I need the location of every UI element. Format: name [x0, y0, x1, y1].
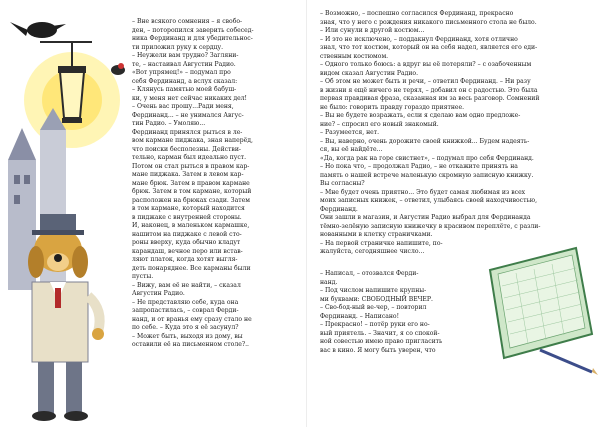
text-line: – Не представляю себе, куда она	[132, 298, 239, 306]
crow	[27, 22, 57, 38]
hat	[40, 214, 76, 232]
text-line: ти приложил руку к сердцу.	[132, 43, 224, 51]
text-line: ся, вы её найдёте...	[320, 146, 383, 153]
text-line: не было: говорить правду гораздо приятнее.	[320, 103, 465, 111]
text-line: брюк. Затем в том кармане, который	[132, 188, 252, 195]
text-line: в жизни я ещё ничего не терял, – добавил он с радостью. Это была	[320, 86, 538, 94]
text-line: – Или сунули в другой костюм...	[320, 27, 425, 34]
text-line: Они зашли в магазин, и Августин Радио выбрал для Фердинанда	[320, 214, 531, 221]
text-line: – Вне всякого сомнения – я свобо-	[132, 18, 243, 25]
text-line: ственным костюмом.	[320, 52, 389, 60]
text-line: тёмно-зелёную записную книжечку в красивом переплёте, с разли-	[320, 222, 541, 230]
text-line: ден, – поторопился заверить собесед-	[132, 26, 254, 34]
text-line: – Возможно, – поспешно согласился Фердинанд, прекрасно	[320, 10, 514, 17]
text-line: вый приятель. – Значит, я со спокой-	[320, 329, 440, 337]
text-line: – Но пока что, – продолжал Радио, – не откажите принять на	[320, 163, 518, 170]
text-line: – Прекрасно! – потёр руки его но-	[320, 321, 430, 328]
right-text-column	[320, 10, 585, 257]
text-line: себя Фердинанд, а вслух сказал:	[132, 77, 238, 85]
pencil	[540, 350, 592, 372]
text-line: – Под числом напишите крупны-	[320, 287, 427, 294]
text-line: вас в кино. Я могу быть уверен, что	[320, 346, 436, 354]
text-line: расположен на брюках сзади. Затем	[132, 196, 250, 204]
text-line: Фердинанд... – не унимался Авгус-	[132, 111, 244, 119]
text-line: ляют платок, когда хотят выгля-	[132, 256, 238, 263]
illustration-notebook	[480, 230, 600, 380]
text-line: мане брюк. Затем в правом кармане	[132, 179, 250, 187]
text-line: ника Фердинанд и для убедительнос-	[132, 35, 253, 42]
text-line: нованными в клетку страничками.	[320, 231, 433, 238]
text-line: – Разумеется, нет.	[320, 129, 380, 136]
left-text-column	[132, 18, 297, 350]
text-line: – Вы, наверно, очень дорожите своей книжкой... Будем надеять-	[320, 137, 530, 145]
text-line: Потом он стал рыться в правом кар-	[132, 162, 250, 170]
house-roof	[8, 128, 36, 160]
text-line: жалуйста, сегодняшнее число...	[320, 248, 425, 255]
text-line: роны вверху, куда обычно кладут	[132, 239, 241, 246]
street-lamp	[60, 72, 84, 118]
text-line: Фердинанд.	[320, 205, 358, 213]
text-line: нанд.	[320, 278, 338, 286]
text-line: – Сво-бод-ный ве-чер, – повторил	[320, 304, 427, 311]
text-line: И, наконец, в маленьком кармашке,	[132, 222, 250, 229]
text-line: нашитом на пиджаке с левой сто-	[132, 230, 242, 238]
text-line: Фердинанд. – Написано!	[320, 312, 400, 320]
text-line: – Одного только боюсь: а вдруг вы её потеряли? – с озабоченным	[320, 61, 532, 68]
text-line: – И это не исключено, – поддакнул Фердинанд, хотя отлично	[320, 35, 518, 43]
text-line: по себе. – Куда это я её засунул?	[132, 324, 239, 331]
text-line: нанд, и от вранья ему сразу стало не	[132, 315, 252, 323]
text-line: видом сказал Августин Радио.	[320, 69, 419, 77]
text-line: зная, что у него с рождения никакого письменного стола не было.	[320, 18, 537, 26]
text-line: – Мне будет очень приятно... Это будет самая любимая из всех	[320, 188, 526, 196]
right-text-column-bottom	[320, 270, 470, 355]
text-line: «Вот упрямец!» – подумал про	[132, 69, 231, 76]
text-line: те, – настаивал Августин Радио.	[132, 60, 236, 68]
text-line: первая правдивая фраза, сказанная им за весь разговор. Сомнений	[320, 95, 540, 102]
text-line: память о нашей встрече маленькую скромную записную книжку.	[320, 171, 534, 179]
illustration-dog-lamp	[0, 0, 132, 427]
text-line: тин Радио. – Умоляю...	[132, 120, 206, 127]
text-line: Августин Радио.	[132, 290, 185, 297]
text-line: карандаш, вечное перо или встав-	[132, 247, 243, 255]
text-line: «Да, когда рак на горе свистнет», – подумал про себя Фердинанд.	[320, 154, 534, 162]
text-line: оставили её на письменном столе?..	[132, 341, 249, 348]
text-line: моих записных книжек, – ответил, улыбаясь своей находчивостью,	[320, 197, 538, 204]
text-line: – Об этом не может быть и речи, – ответил Фердинанд. – Ни разу	[320, 78, 531, 85]
text-line: – Может быть, выходя из дому, вы	[132, 332, 243, 340]
text-line: – Неужели вам трудно? Загляни-	[132, 52, 239, 59]
text-line: – Вы не будете возражать, если я сделаю вам одно предложе-	[320, 112, 521, 119]
text-line: в пиджаке с внутренней стороны.	[132, 213, 242, 221]
text-line: пусты.	[132, 273, 154, 280]
text-line: – Клянусь памятью моей бабуш-	[132, 86, 237, 93]
text-line: ние? – спросил его новый знакомый.	[320, 120, 439, 128]
text-line: деть понаряднее. Все карманы были	[132, 264, 251, 272]
text-line: тельно, карман был идеально пуст.	[132, 154, 247, 161]
text-line: знал, что тот костюм, который он на себя надел, является его еди-	[320, 44, 538, 51]
text-line: Вы согласны?	[320, 180, 365, 187]
text-line: – Написал, – отозвался Ферди-	[320, 270, 419, 277]
text-line: вом кармане пиджака, зная наперёд,	[132, 137, 253, 144]
text-line: – Вижу, вам её не найти, – сказал	[132, 281, 241, 289]
text-line: – Очень вас прошу...Ради меня,	[132, 103, 234, 110]
text-line: что поиски бесполезны. Действи-	[132, 145, 241, 153]
text-line: – На первой страничке напишите, по-	[320, 239, 443, 247]
page-gutter	[306, 0, 307, 427]
text-line: ной совестью имею право пригласить	[320, 338, 443, 345]
text-line: мане пиджака. Затем в левом кар-	[132, 171, 244, 178]
text-line: Фердинанд принялся рыться в ле-	[132, 128, 243, 136]
text-line: ми буквами: СВОБОДНЫЙ ВЕЧЕР.	[320, 295, 433, 303]
text-line: запропастилась, – соврал Ферди-	[132, 307, 239, 314]
text-line: в том кармане, который находится	[132, 205, 245, 212]
text-line: ки, у меня нет сейчас никаких дел!	[132, 94, 248, 102]
